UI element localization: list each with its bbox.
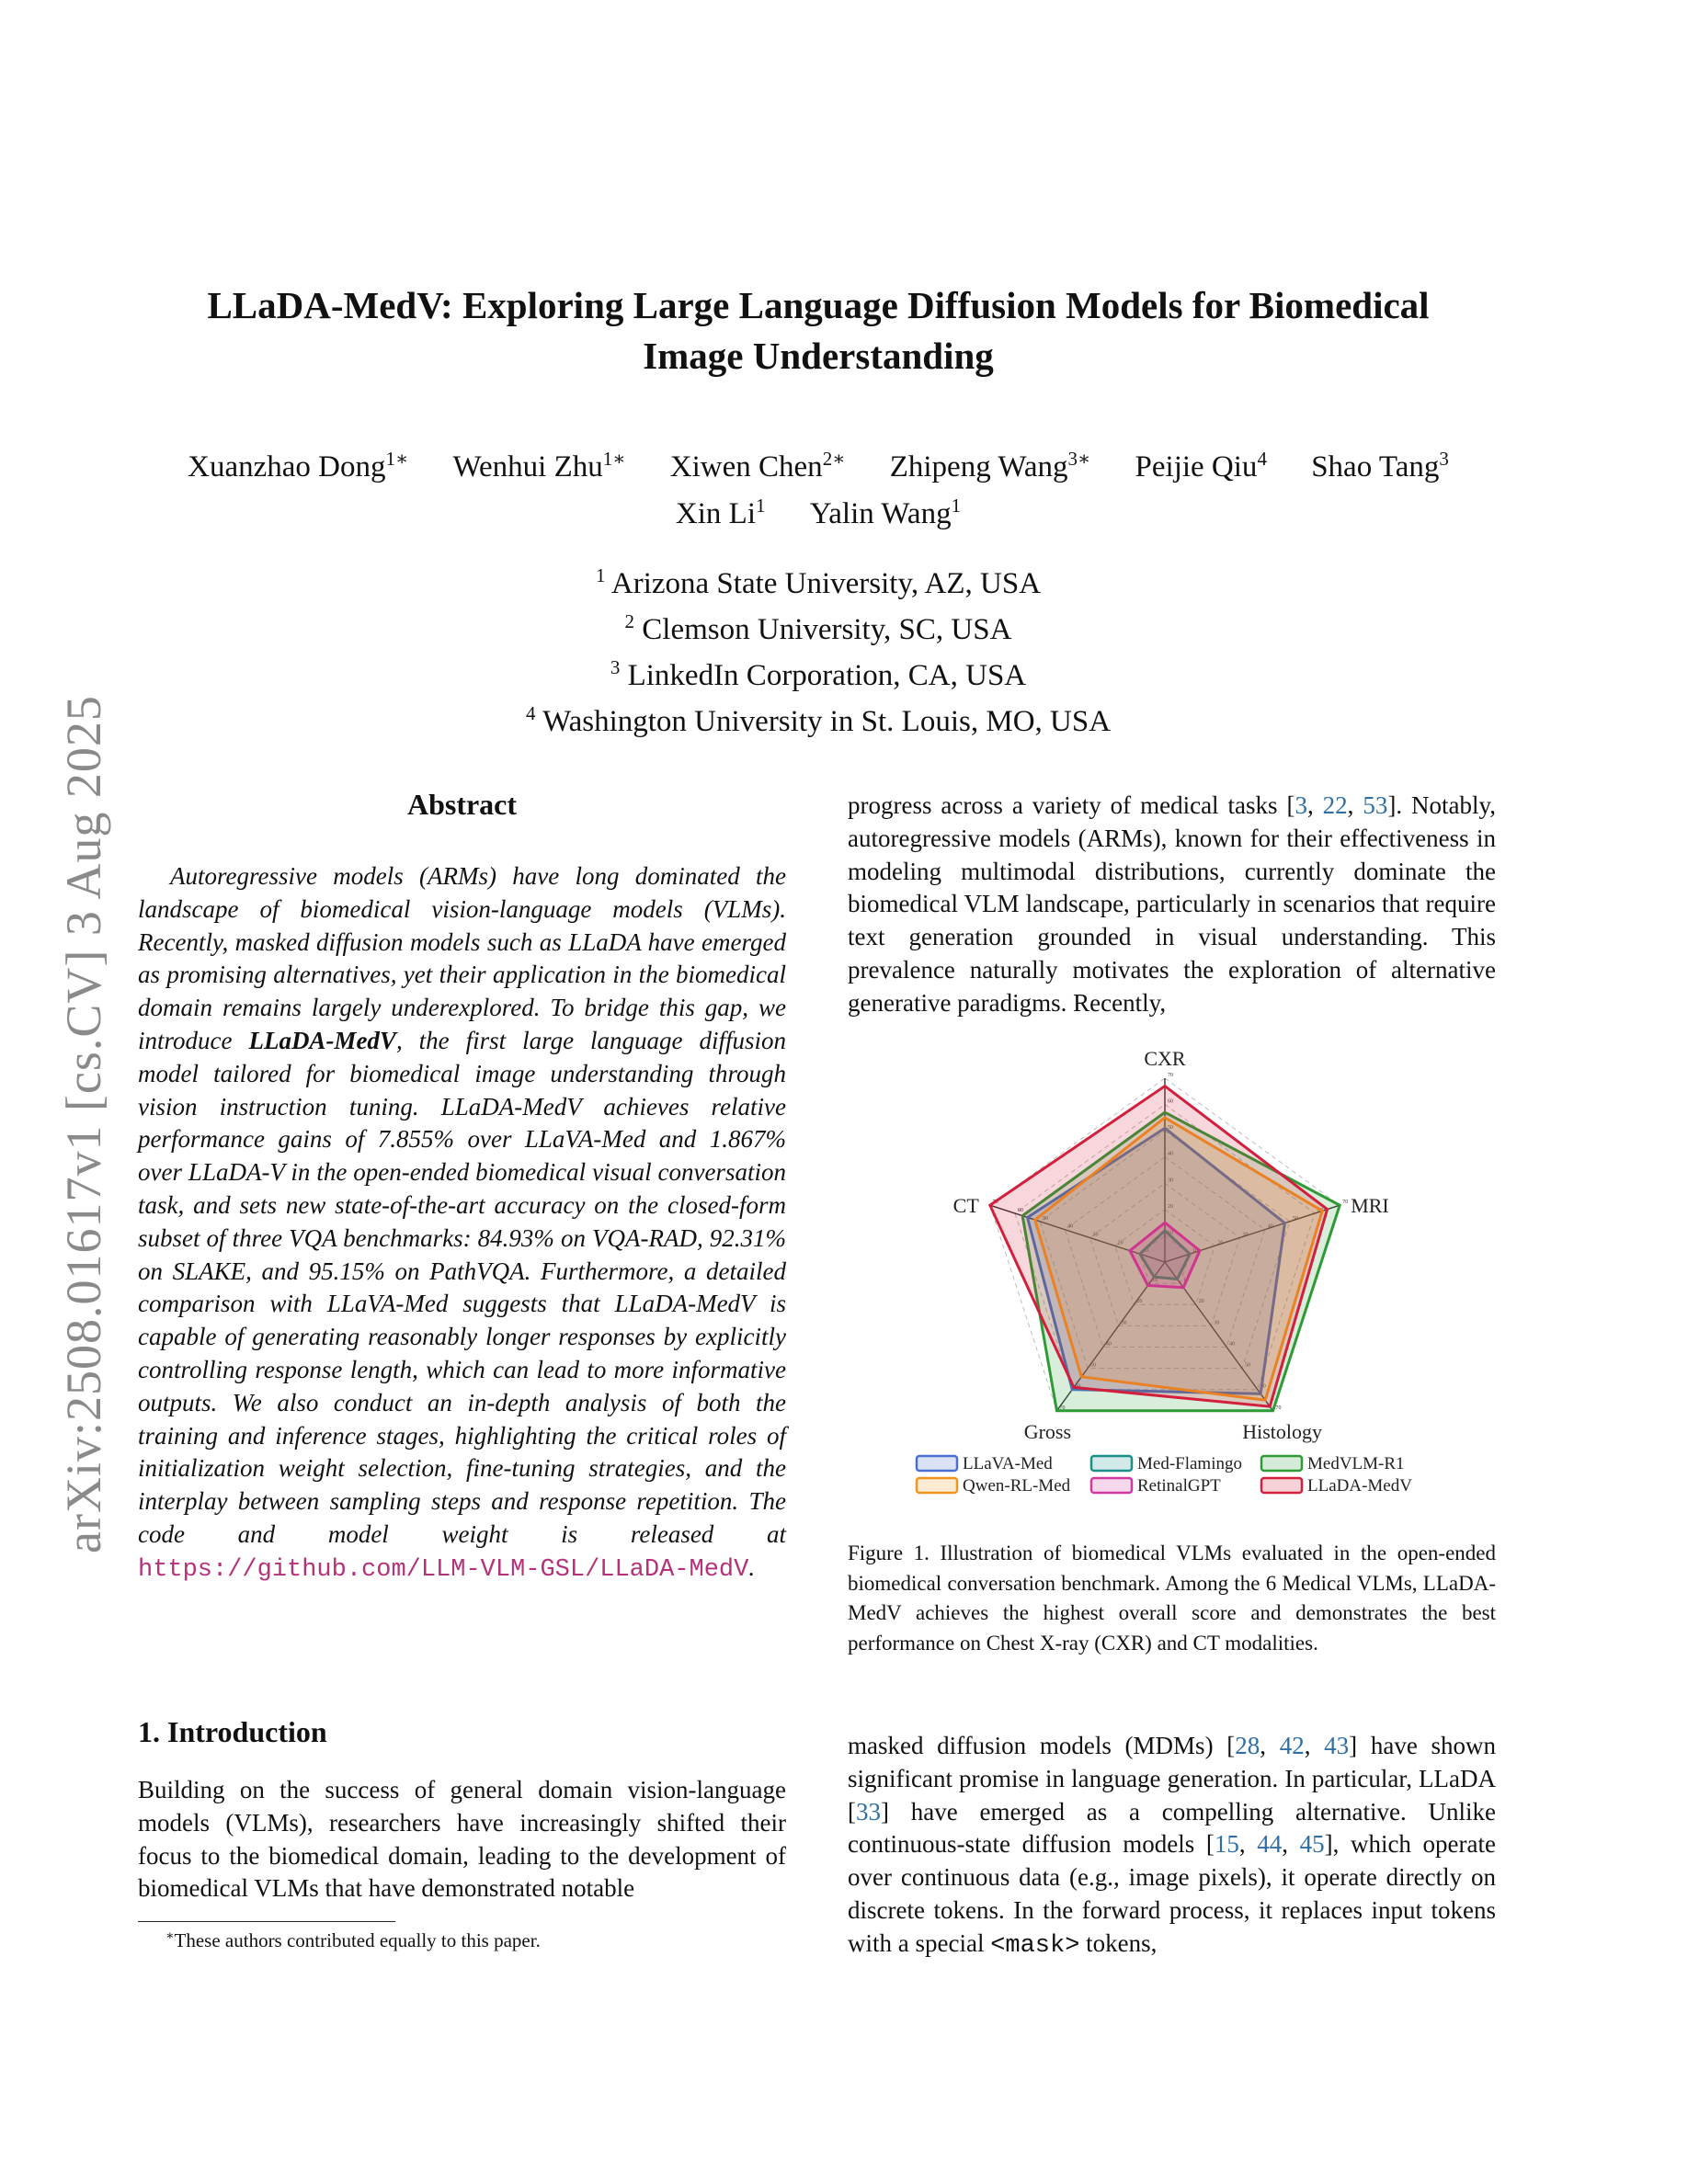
legend-label: RetinalGPT [1137,1476,1221,1496]
tick-label: 40 [1267,1223,1273,1230]
abstract-heading: Abstract [406,788,518,821]
author-list [110,439,1526,533]
tick-label: 70 [1275,1405,1282,1411]
tick-label: 60 [1075,1383,1081,1390]
model-name-bold: LLaDA-MedV [248,1026,396,1054]
code-link[interactable]: https://github.com/LLM-VLM-GSL/LLaDA-MedV [138,1555,749,1584]
tick-label: 60 [1017,1208,1023,1214]
tick-label: 50 [1043,1215,1049,1222]
paper-title [147,280,1489,381]
author: Xuanzhao Dong$^{1∗}$ [188,448,409,483]
author: Shao Tang$^3$ [1311,448,1449,483]
author: Yalin Wang$^1$ [809,495,962,530]
axis-label: CT [952,1194,979,1218]
tick-label: 50 [1292,1215,1298,1222]
tick-label: 40 [1229,1341,1236,1348]
legend-label: Qwen-RL-Med [963,1476,1071,1496]
affiliation: $^4$ Washington University in St. Louis, MO, USA [525,702,1112,738]
author-row-1 [110,439,1526,486]
citation-link[interactable]: 53 [1363,791,1388,819]
tick-label: 70 [1059,1405,1066,1411]
affiliation: $^1$ Arizona State University, AZ, USA [595,564,1042,600]
tick-label: 20 [1168,1203,1173,1210]
legend-swatch [1091,1478,1132,1493]
tick-label: 50 [1168,1125,1173,1132]
figure-caption: Figure 1. Illustration of biomedical VLMs evaluated in the open-ended biomedical conversation benchmark. Among the 6 Medical VLMs, LLaDA-MedV achieves the highest overall score and demonstrates the best performance on Chest X-ray (CXR) and CT modalities. [848,1541,1496,1655]
axis-label: MRI [1351,1194,1389,1218]
tick-label: 40 [1105,1341,1112,1348]
citation-link[interactable]: 43 [1324,1732,1350,1759]
legend-swatch [917,1456,957,1471]
tick-label: 30 [1242,1232,1249,1238]
axis-label: Gross [1023,1419,1072,1443]
author: Peijie Qiu$^4$ [1135,448,1267,483]
abstract-body: Autoregressive models (ARMs) have long dominated the landscape of biomedical vision-language models (VLMs). Recently, masked diffusion models such as LLaDA have emerged as promising alternatives, yet their application in the biomedical domain remains largely underexplored. To bridge this gap, we introduce LLaDA-MedV, the first large language diffusion model tailored for biomedical image understanding through vision instruction tuning. LLaDA-MedV achieves relative performance gains of 7.855% over LLaVA-Med and 1.867% over LLaDA-V in the open-ended biomedical visual conversation task, and sets new state-of-the-art accuracy on the closed-form subset of three VQA benchmarks: 84.93% on VQA-RAD, 92.31% on SLAKE, and 95.15% on PathVQA. Furthermore, a detailed comparison with LLaVA-Med suggests that LLaDA-MedV is capable of generating reasonably longer responses by explicitly controlling response length, which can lead to more informative outputs. We also conduct an in-depth analysis of both the training and inference stages, highlighting the critical roles of initialization weight selection, fine-tuning strategies, and the interplay between sampling steps and response repetition. The code and model weight is released at https://github.com/LLM-VLM-GSL/LLaDA-MedV. [138,862,786,1584]
citation-link[interactable]: 33 [856,1797,881,1826]
axis-label: CXR [1144,1048,1186,1070]
legend-swatch [917,1478,957,1493]
legend-label: MedVLM-R1 [1307,1454,1405,1473]
citation-link[interactable]: 44 [1257,1830,1283,1859]
tick-label: 10 [1192,1248,1199,1255]
author: Xin Li$^1$ [675,495,766,530]
tick-label: 20 [1136,1299,1143,1305]
tick-label: 30 [1168,1177,1173,1184]
tick-label: 30 [1092,1232,1099,1238]
affiliation-list [331,557,1306,741]
tick-label: 70 [1168,1073,1173,1078]
introduction-paragraph: Building on the success of general domain vision-language models (VLMs), researchers have increasingly shifted their focus to the biomedical domain, leading to the development of biomedical VLMs that have demonstrated notable [138,1776,786,1903]
author: Zhipeng Wang$^{3∗}$ [889,448,1091,483]
tick-label: 20 [1198,1299,1204,1305]
citation-link[interactable]: 42 [1279,1732,1305,1759]
radar-series-group [990,1086,1340,1411]
tick-label: 10 [1168,1230,1173,1236]
mask-token: <mask> [990,1931,1080,1960]
tick-label: 50 [1244,1362,1250,1369]
tick-label: 70 [1342,1200,1349,1206]
tick-label: 60 [1168,1098,1173,1105]
legend-label: LLaVA-Med [963,1454,1053,1473]
tick-label: 10 [1142,1248,1148,1255]
tick-label: 60 [1317,1208,1324,1214]
legend-swatch [1261,1456,1302,1471]
author-row-2 [110,486,1526,533]
tick-label: 20 [1217,1240,1224,1246]
series-polygon [990,1086,1328,1407]
arxiv-identifier: arXiv:2508.01617v1 [cs.CV] 3 Aug 2025 [56,695,111,1553]
title-line-2: Image Understanding [643,335,994,377]
citation-link[interactable]: 3 [1295,791,1307,819]
author: Xiwen Chen$^{2∗}$ [669,448,846,483]
tick-label: 10 [1182,1278,1189,1284]
tick-label: 60 [1260,1383,1266,1390]
legend-label: LLaDA-MedV [1307,1476,1412,1496]
footnote: ∗These authors contributed equally to this paper. [165,1929,541,1951]
footnote-divider [138,1921,395,1922]
affiliation: $^2$ Clemson University, SC, USA [624,610,1012,646]
citation-link[interactable]: 15 [1214,1830,1239,1859]
axis-label: Histology [1242,1419,1322,1443]
title-line-1: LLaDA-MedV: Exploring Large Language Diffusion Models for Biomedical [207,284,1430,326]
introduction-heading: 1. Introduction [138,1715,327,1748]
citation-link[interactable]: 45 [1299,1830,1325,1859]
right-column-paragraph-bottom: masked diffusion models (MDMs) [28, 42, 43] have shown significant promise in language generation. In particular, LLaDA [33] have emerged as a compelling alternative. Unlike continuous-state diffusion models [15, 44, 45], which operate over continuous data (e.g., image pixels), it operate directly on discrete tokens. In the forward process, it replaces input tokens with a special <mask> tokens, [848,1732,1497,1960]
tick-label: 50 [1090,1362,1097,1369]
legend-swatch [1091,1456,1132,1471]
author: Wenhui Zhu$^{1∗}$ [452,448,626,483]
tick-label: 70 [992,1200,998,1206]
tick-label: 40 [1168,1151,1173,1157]
citation-link[interactable]: 22 [1322,791,1348,819]
radar-chart [848,1048,1496,1526]
tick-label: 30 [1214,1320,1220,1326]
affiliation: $^3$ LinkedIn Corporation, CA, USA [610,656,1027,692]
right-column-paragraph-top: progress across a variety of medical tasks [3, 22, 53]. Notably, autoregressive models (ARMs), known for their effectiveness in modeling multimodal distributions, currently dominate the biomedical VLM landscape, particularly in scenarios that require text generation grounded in visual understanding. This prevalence naturally motivates the exploration of alternative generative paradigms. Recently, [848,791,1497,1017]
tick-label: 30 [1121,1320,1127,1326]
tick-label: 40 [1067,1223,1074,1230]
radar-legend [917,1454,1412,1496]
legend-label: Med-Flamingo [1137,1454,1242,1473]
legend-swatch [1261,1478,1302,1493]
tick-label: 10 [1152,1278,1158,1284]
tick-label: 20 [1117,1240,1123,1246]
citation-link[interactable]: 28 [1235,1732,1260,1759]
